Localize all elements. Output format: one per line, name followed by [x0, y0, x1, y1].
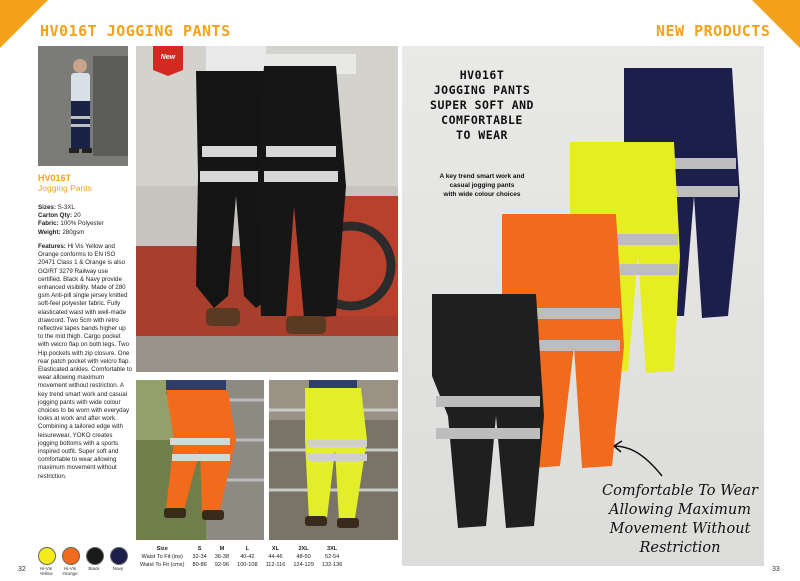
caption-line-4: Restriction: [639, 540, 721, 556]
new-badge-label: New: [160, 54, 176, 61]
section-title: NEW PRODUCTS: [656, 22, 771, 40]
caption-line-3: Movement Without: [609, 521, 751, 537]
spec-sizes: Sizes: S-3XL: [38, 204, 75, 211]
script-caption: [580, 482, 780, 558]
black-pants-illustration: [432, 294, 544, 528]
new-badge: [153, 46, 183, 76]
right-page: [400, 0, 800, 581]
size-row-cms: Waist To Fit (cms) 80-86 92-96 100-108 112-116 124-129 132-136: [140, 562, 343, 568]
features-label: Features:: [38, 243, 66, 250]
swatch-label-yellow: Hi-Vis Yellow: [39, 566, 53, 576]
headline-line-2: JOGGING PANTS: [433, 83, 531, 97]
size-row-ins: Waist To Fit (ins) 32-34 36-38 40-42 44-46 48-50 52-54: [141, 554, 340, 560]
hero-photo: [136, 46, 398, 372]
page-number-right: 33: [772, 566, 780, 573]
model-photo: [38, 46, 128, 166]
subline-line-1: A key trend smart work and: [439, 173, 525, 180]
promo-headline: [418, 68, 546, 143]
subline-line-3: with wide colour choices: [443, 191, 521, 198]
swatch-navy: [110, 547, 128, 565]
swatch-hi-vis-orange: [62, 547, 80, 565]
swatch-label-navy: Navy: [112, 566, 124, 571]
caption-line-1: Comfortable To Wear: [602, 483, 758, 499]
product-code: HV016T: [38, 173, 72, 183]
promo-subline: [418, 172, 546, 199]
yellow-pants-photo: [269, 380, 398, 540]
headline-line-5: TO WEAR: [456, 128, 508, 142]
swatch-hi-vis-yellow: [38, 547, 56, 565]
headline-line-3: SUPER SOFT AND: [430, 98, 534, 112]
size-header-row: Size S M L XL 2XL 3XL: [156, 546, 338, 552]
size-table: [136, 545, 398, 569]
orange-pants-photo: [136, 380, 264, 540]
page-number-left: 32: [18, 566, 26, 573]
page-title: HV016T JOGGING PANTS: [40, 22, 231, 40]
headline-line-4: COMFORTABLE: [441, 113, 523, 127]
spec-weight: Weight: 280gsm: [38, 228, 85, 236]
spec-fabric: Fabric: 100% Polyester: [38, 220, 104, 228]
subline-line-2: casual jogging pants: [449, 182, 515, 189]
features-block: [38, 243, 132, 481]
swatch-black: [86, 547, 104, 565]
headline-line-1: HV016T: [459, 68, 505, 82]
colour-swatches: [34, 547, 134, 577]
callout-arrow: [614, 446, 662, 476]
swatch-label-orange: Hi-Vis Orange: [62, 566, 78, 576]
spec-list: [38, 204, 132, 237]
spec-carton: Carton Qty: 20: [38, 212, 81, 220]
features-text: Hi Vis Yellow and Orange conforms to EN ISO 20471 Class 1 & Orange is also GO/RT 3279 Railway use certified. Black & Navy provide enhanced visibility. Made of 280 gsm Anti-pill single jersey knitted soft-feel polyester fabric. Fully elasticated waist with well-made drawcord. Two 5cm with retro reflective tapes bands higher up to the mid thigh. Cargo pocket with velcro flap on both legs. Two Hip pockets with zip closure. One rear patch pocket with velcro flap. Elasticated ankles. Comfortable to wear allowing maximum movement without restriction. A key trend smart work and casual jogging pants with wide colour choices to be worn with everyday looks at work and after work. Combining a tailored edge with leisurewear, YOKO creates jogging bottoms with a sports inspired outfit. Super soft and comfortable to wear allowing maximum movement without restriction.: [38, 243, 132, 480]
product-name: Jogging Pants: [38, 183, 92, 193]
caption-line-2: Allowing Maximum: [609, 502, 751, 518]
size-chart: [136, 545, 346, 569]
product-heading: [38, 173, 130, 193]
swatch-label-black: Black: [88, 566, 100, 571]
